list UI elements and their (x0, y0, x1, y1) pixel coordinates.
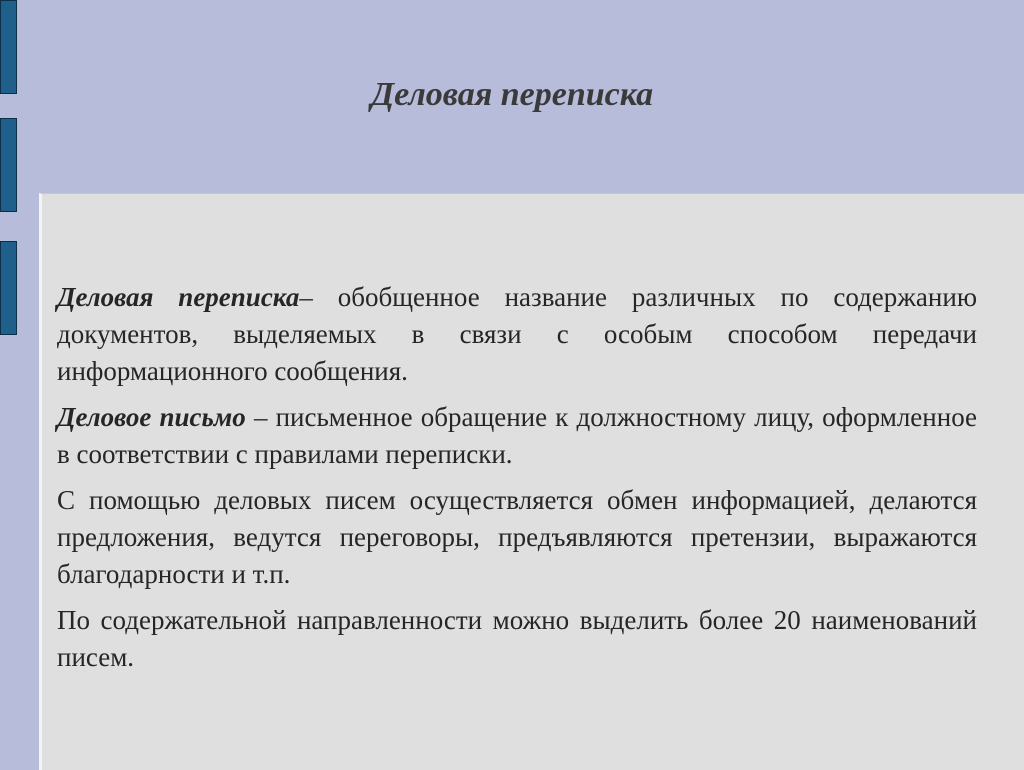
accent-bar-bottom (0, 241, 17, 335)
paragraph-text: По содержательной направленности можно выделить более 20 наименований писем. (57, 605, 977, 672)
term-business-letter: Деловое письмо (57, 402, 246, 432)
paragraph-types (57, 602, 977, 676)
paragraph-text: С помощью деловых писем осуществляется обмен информацией, делаются предложения, ведутся переговоры, предъявляются претензии, выражаются благодарности и т.п. (57, 485, 977, 589)
paragraph-definition-letter (57, 399, 977, 473)
slide-title: Деловая переписка (370, 76, 654, 113)
accent-bar-middle (0, 118, 17, 212)
slide-body (57, 279, 977, 685)
paragraph-text: – письменное обращение к должностному лицу, оформленное в соответствии с правилами переписки. (57, 402, 978, 469)
paragraph-definition-correspondence (57, 279, 977, 390)
term-business-correspondence: Деловая переписка (57, 282, 300, 312)
paragraph-purpose (57, 482, 977, 593)
paragraph-text: – обобщенное название различных по содержанию документов, выделяемых в связи с особым способом передачи информационного сообщения. (57, 282, 977, 386)
